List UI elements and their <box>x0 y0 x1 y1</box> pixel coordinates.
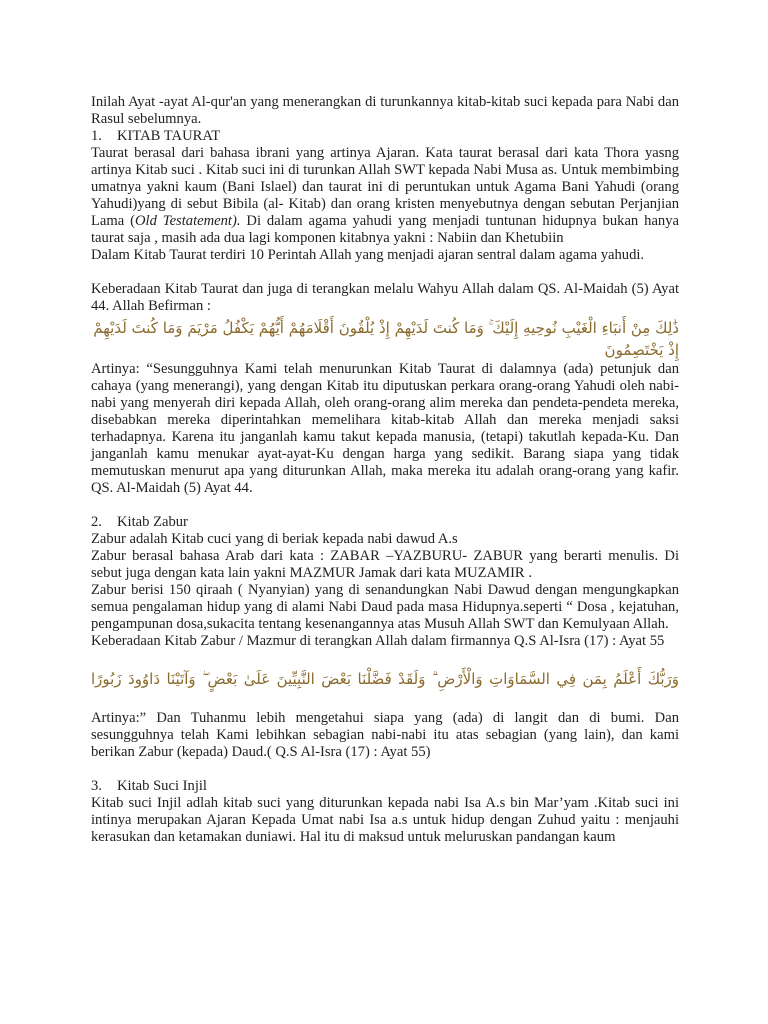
taurat-paragraph-1 <box>91 145 679 247</box>
intro-paragraph: Inilah Ayat -ayat Al-qur'an yang menerangkan di turunkannya kitab-kitab suci kepada para Nabi dan Rasul sebelumnya. <box>91 94 679 127</box>
spacer <box>91 761 679 778</box>
section-heading-injil <box>91 778 679 795</box>
zabur-paragraph-4: Keberadaan Kitab Zabur / Mazmur di terangkan Allah dalam firmannya Q.S Al-Isra (17) : Ayat 55 <box>91 633 665 649</box>
taurat-paragraph-3: Keberadaan Kitab Taurat dan juga di terangkan melalu Wahyu Allah dalam QS. Al-Maidah (5) Ayat 44. Allah Befirman : <box>91 281 679 314</box>
zabur-paragraph-3: Zabur berisi 150 qiraah ( Nyanyian) yang di senandungkan Nabi Dawud dengan mengungkapkan semua pengalaman hidup yang di alami Nabi Daud pada masa Hidupnya.seperti “ Dosa , kejatuhan, pengampunan dosa,sukacita tentang kesenangannya atas Musuh Allah SWT dan Kemulyaan Allah. <box>91 582 679 632</box>
section-heading-zabur <box>91 514 679 531</box>
section-number: 2. <box>91 514 102 530</box>
taurat-arabic-verse: ذَٰلِكَ مِنْ أَنبَاءِ الْغَيْبِ نُوحِيهِ إِلَيْكَ ۚ وَمَا كُنتَ لَدَيْهِمْ إِذْ يُلْقُونَ أَقْلَامَهُمْ أَيُّهُمْ يَكْفُلُ مَرْيَمَ وَمَا كُنتَ لَدَيْهِمْ إِذْ يَخْتَصِمُونَ <box>93 319 679 359</box>
zabur-translation: Artinya:” Dan Tuhanmu lebih mengetahui siapa yang (ada) di langit dan di bumi. Dan sesungguhnya telah Kami lebihkan sebagian nabi-nabi itu atas sebagian (yang lain), dan kami berikan Zabur (kepada) Daud.( Q.S Al-Isra (17) : Ayat 55) <box>91 710 679 760</box>
taurat-translation: Artinya: “Sesungguhnya Kami telah menurunkan Kitab Taurat di dalamnya (ada) petunjuk dan cahaya (yang menerangi), yang dengan Kitab itu diputuskan perkara orang-orang Yahudi oleh nabi-nabi yang menyerah diri kepada Allah, oleh orang-orang alim mereka dan pendeta-pendeta mereka, disebabkan mereka diperintahkan memelihara kitab-kitab Allah dan mereka menjadi saksi terhadapnya. Karena itu janganlah kamu takut kepada manusia, (tetapi) takutlah kepada-Ku. Dan janganlah kamu menukar ayat-ayat-Ku dengan harga yang sedikit. Barang siapa yang tidak memutuskan menurut apa yang diturunkan Allah, maka mereka itu adalah orang-orang yang kafir. QS. Al-Maidah (5) Ayat 44. <box>91 361 679 496</box>
zabur-paragraph-2: Zabur berasal bahasa Arab dari kata : ZABAR –YAZBURU- ZABUR yang berarti menulis. Di sebut juga dengan kata lain yakni MAZMUR Jamak dari kata MUZAMIR . <box>91 548 679 581</box>
spacer <box>91 497 679 514</box>
taurat-text-b: Di dalam agama yahudi yang menjadi tuntunan hidupnya bukan hanya taurat saja , masih ada dua lagi komponen kitabnya yakni : Nabiin dan Khetubiin <box>91 213 679 246</box>
section-number: 1. <box>91 128 102 144</box>
section-title: Kitab Suci Injil <box>117 778 207 794</box>
document-page <box>91 94 679 846</box>
taurat-text-a: Taurat berasal dari bahasa ibrani yang artinya Ajaran. Kata taurat berasal dari kata Thora yasng artinya Kitab suci . Kitab suci ini di turunkan Allah SWT kepada Nabi Musa as. Untuk membimbing umatnya yakni kaum (Bani Islael) dan taurat ini di peruntukan untuk Agama Bani Yahudi (orang Yahudi)yang di sebut Bibila (al- Kitab) dan orang kristen menyebutnya dengan sebutan Perjanjian Lama ( <box>91 145 679 229</box>
section-title: Kitab Zabur <box>117 514 188 530</box>
section-heading-taurat <box>91 128 679 145</box>
zabur-arabic-verse: وَرَبُّكَ أَعْلَمُ بِمَن فِي السَّمَاوَاتِ وَالْأَرْضِ ۗ وَلَقَدْ فَضَّلْنَا بَعْضَ النَّبِيِّينَ عَلَىٰ بَعْضٍ ۖ وَآتَيْنَا دَاوُودَ زَبُورًا <box>91 670 679 688</box>
section-number: 3. <box>91 778 102 794</box>
taurat-text-italic: Old Testatement). <box>135 213 241 229</box>
section-title: KITAB TAURAT <box>117 128 221 144</box>
spacer <box>91 264 679 281</box>
injil-paragraph-1: Kitab suci Injil adlah kitab suci yang diturunkan kepada nabi Isa A.s bin Mar’yam .Kitab suci ini intinya merupakan Ajaran Kepada Umat nabi Isa a.s untuk hidup dengan Zuhud yaitu : menjauhi kerasukan dan ketamakan duniawi. Hal itu di maksud untuk meluruskan pandangan kaum <box>91 795 679 845</box>
zabur-paragraph-1: Zabur adalah Kitab cuci yang di beriak kepada nabi dawud A.s <box>91 531 458 547</box>
taurat-paragraph-2: Dalam Kitab Taurat terdiri 10 Perintah Allah yang menjadi ajaran sentral dalam agama yahudi. <box>91 247 645 263</box>
